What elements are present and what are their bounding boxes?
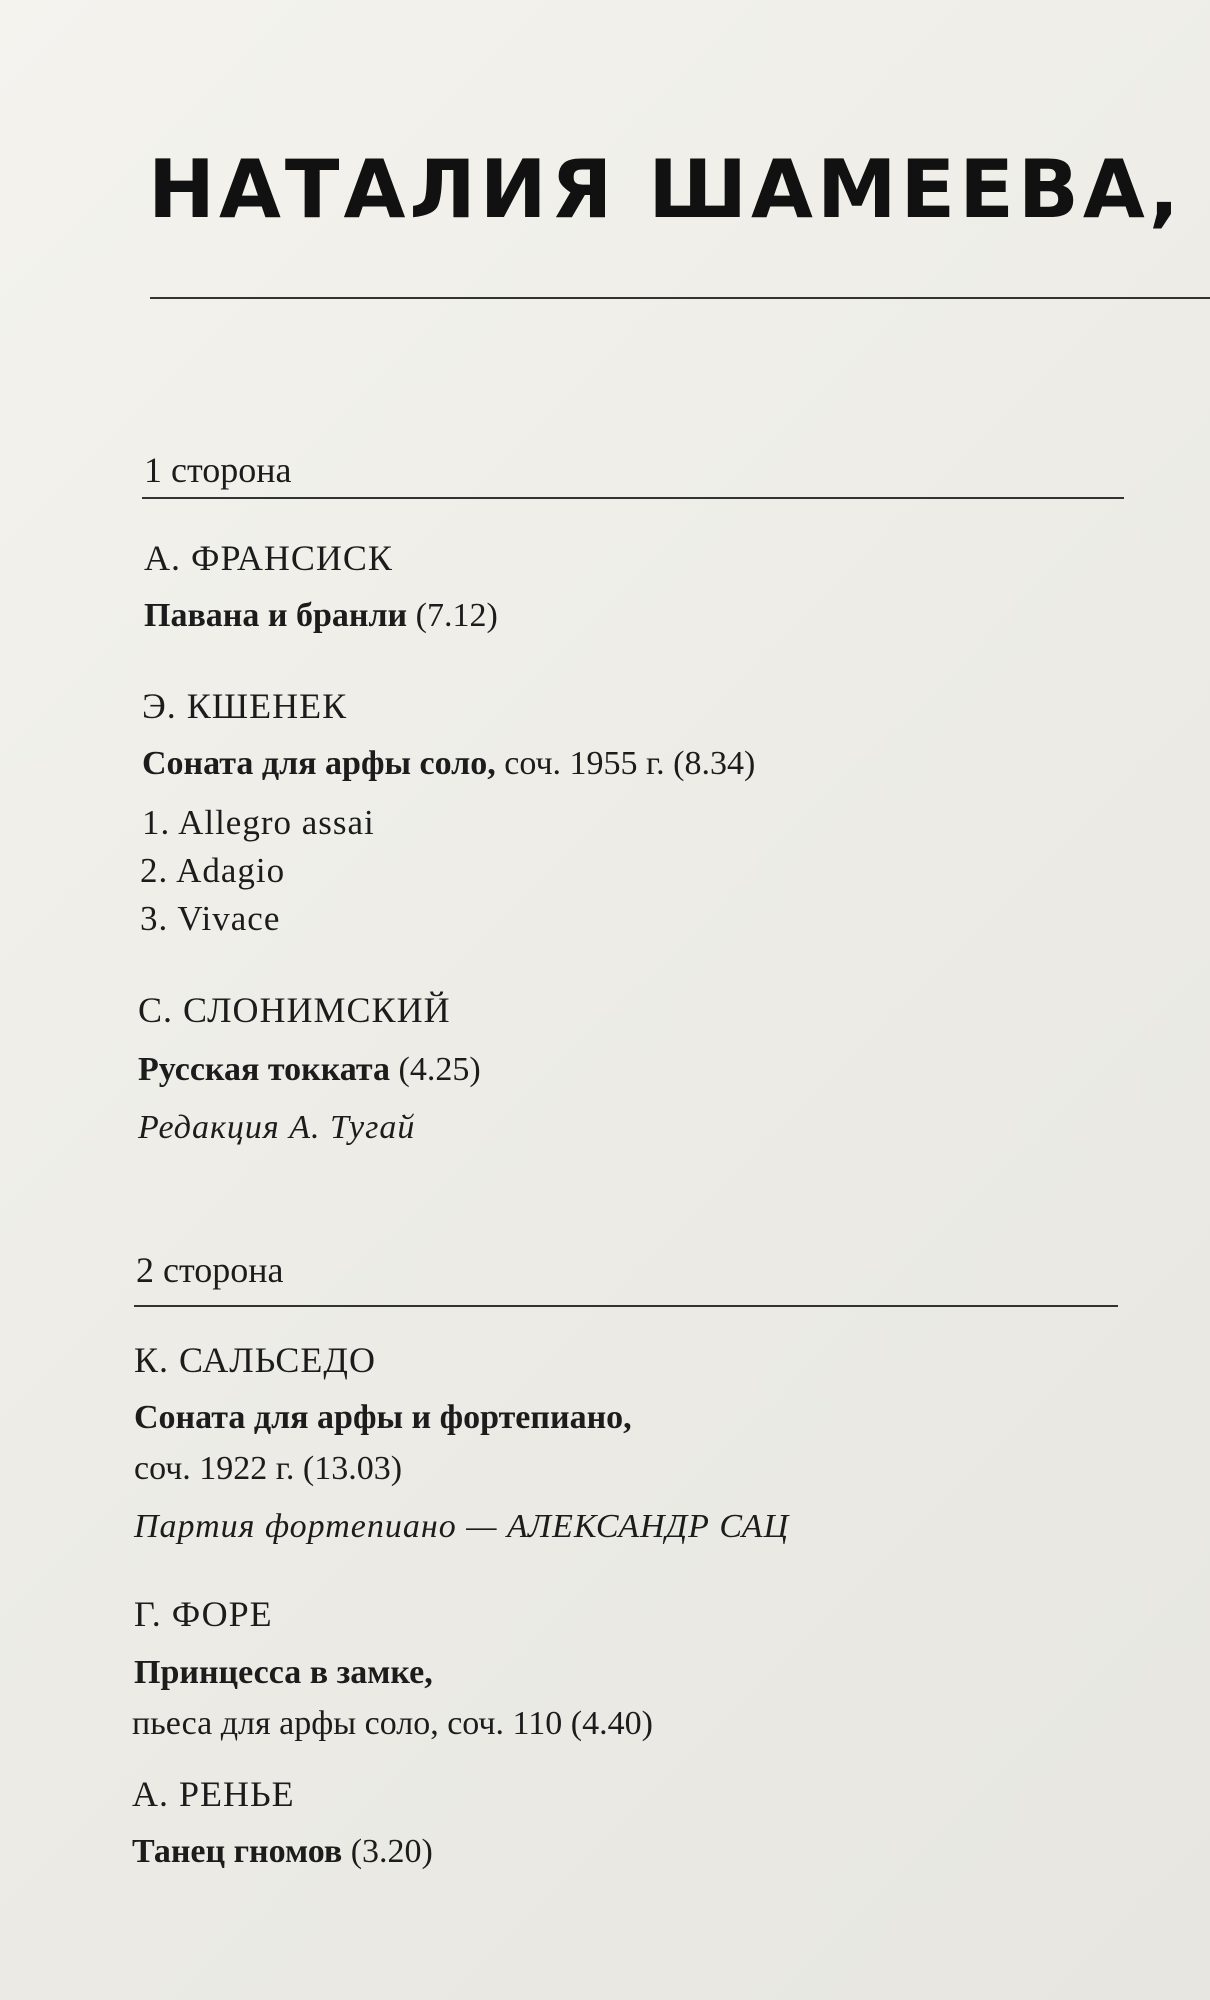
composer-francisque: А. ФРАНСИСК [144,538,393,578]
work-details: пьеса для арфы соло, соч. 110 (4.40) [132,1705,653,1742]
work-dance-gnomes [132,1835,433,1869]
movement-item: 1. Allegro assai [142,803,375,842]
work-details: (3.20) [350,1833,433,1870]
performer-note: Партия фортепиано — АЛЕКСАНДР САЦ [134,1508,790,1545]
title-divider [150,297,1210,299]
work-title: Принцесса в замке, [134,1654,433,1691]
work-title: Павана и бранли [144,597,408,634]
side-1-divider [142,497,1124,499]
composer-salzedo: К. САЛЬСЕДО [134,1340,376,1380]
movement-item: 3. Vivace [140,899,281,938]
artist-title: НАТАЛИЯ ШАМЕЕВА, [148,143,1184,236]
work-details: (4.25) [398,1051,481,1088]
side-2-label: 2 сторона [136,1250,284,1290]
work-title: Соната для арфы соло, [142,745,496,782]
work-princess-castle [134,1656,433,1690]
side-2-divider [134,1305,1118,1307]
work-title: Танец гномов [132,1833,343,1870]
composer-faure: Г. ФОРЕ [134,1594,273,1634]
movement-item: 2. Adagio [140,851,286,890]
work-details: (7.12) [415,597,498,634]
composer-renie: А. РЕНЬЕ [132,1774,295,1814]
composer-slonimsky: С. СЛОНИМСКИЙ [138,990,451,1030]
work-title: Русская токката [138,1051,391,1088]
editor-note: Редакция А. Тугай [138,1109,416,1146]
work-title: Соната для арфы и фортепиано, [134,1399,632,1436]
composer-krenek: Э. КШЕНЕК [142,686,348,726]
work-russian-toccata [138,1053,481,1087]
work-details: соч. 1922 г. (13.03) [134,1450,403,1487]
work-sonata-harp-piano [134,1401,632,1435]
side-1-label: 1 сторона [144,450,292,490]
work-sonata-harp-solo [142,747,755,781]
work-details: соч. 1955 г. (8.34) [504,745,756,782]
work-pavane [144,599,498,633]
